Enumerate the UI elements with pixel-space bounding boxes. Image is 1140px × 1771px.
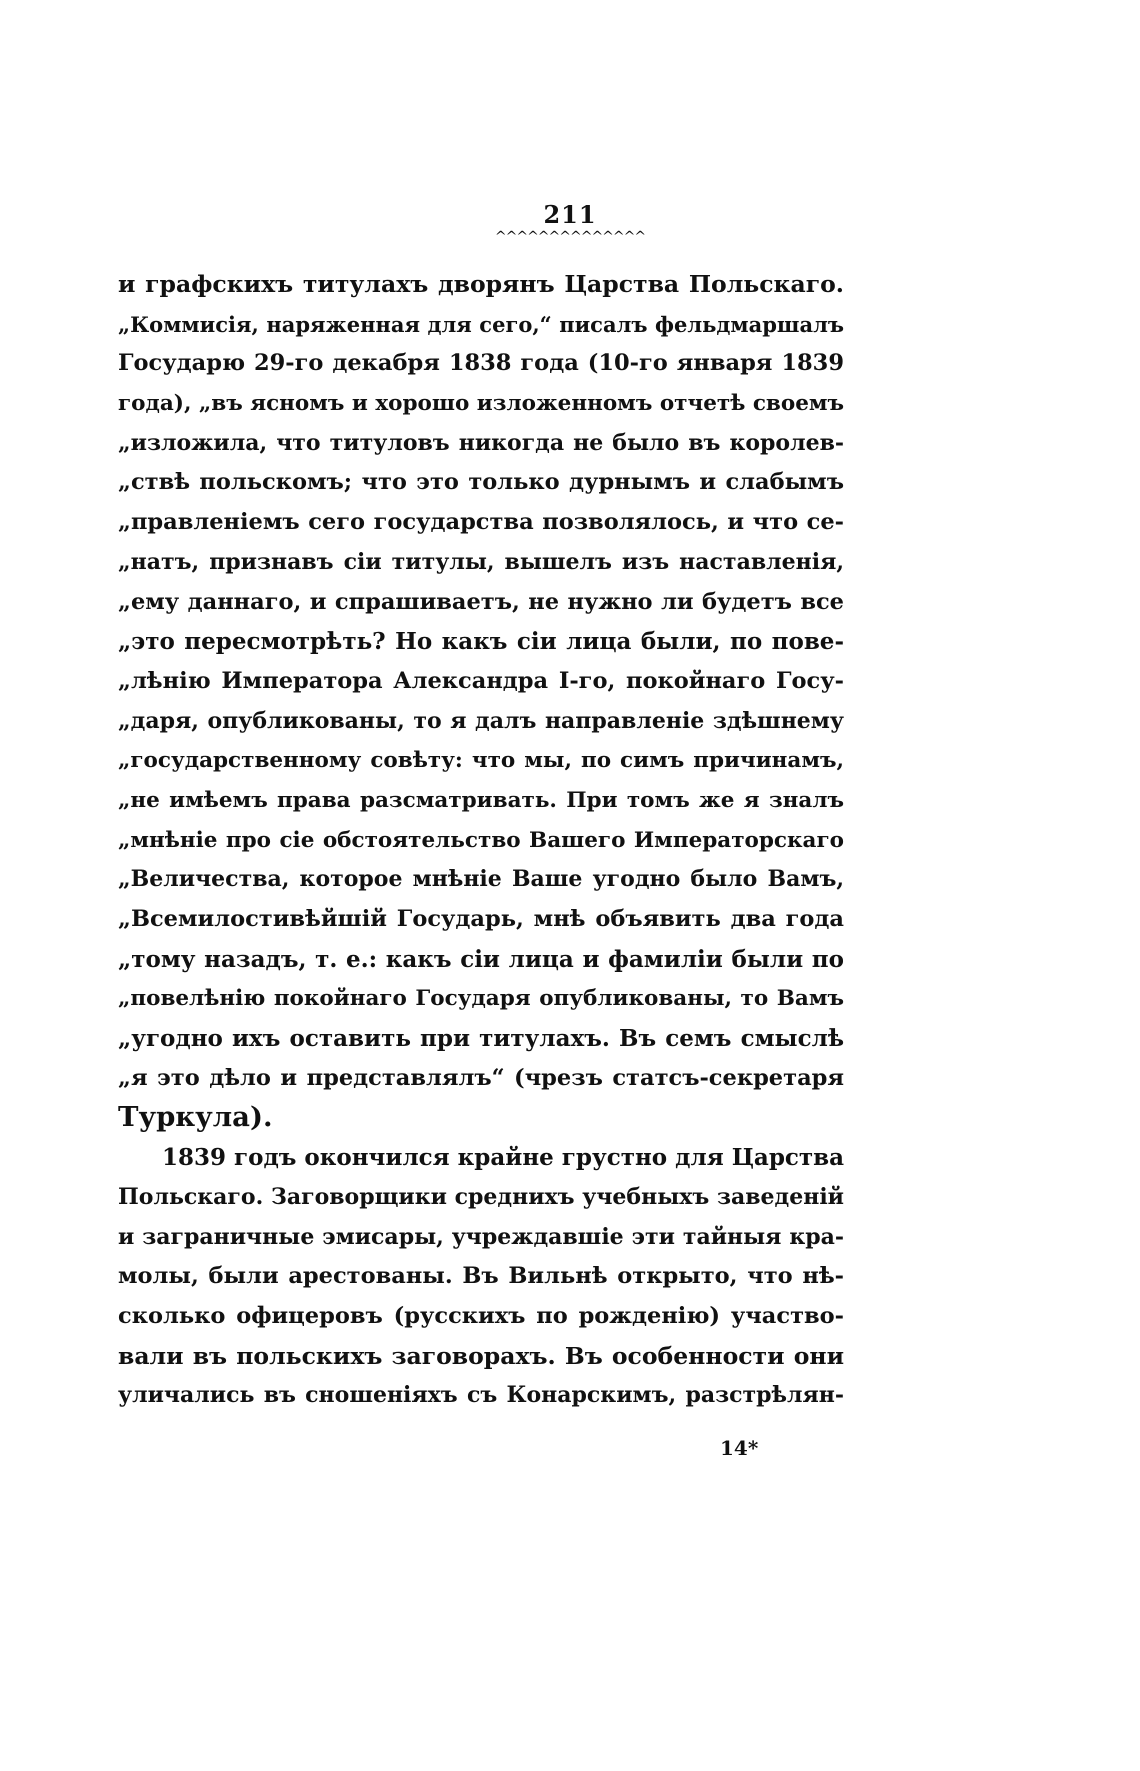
text-line: „это пересмотрѣть? Но какъ сіи лица были, по пове- bbox=[118, 628, 844, 656]
page-number: 211 bbox=[543, 200, 597, 229]
body-text bbox=[118, 265, 844, 1416]
text-line: „ствѣ польскомъ; что это только дурнымъ и слабымъ bbox=[118, 469, 844, 496]
text-line: 1839 годъ окончился крайне грустно для Царства bbox=[162, 1144, 844, 1172]
text-line: „мнѣніе про сіе обстоятельство Вашего Императорскаго bbox=[118, 827, 844, 853]
text-line: Туркула). bbox=[118, 1101, 273, 1134]
text-line: „лѣнію Императора Александра I-го, покойнаго Госу- bbox=[118, 667, 844, 694]
text-line: „натъ, признавъ сіи титулы, вышелъ изъ наставленія, bbox=[118, 548, 844, 575]
text-line: Польскаго. Заговорщики среднихъ учебныхъ заведеній bbox=[118, 1183, 844, 1210]
text-line: „не имѣемъ права разсматривать. При томъ же я зналъ bbox=[118, 787, 844, 813]
text-line: и графскихъ титулахъ дворянъ Царства Польскаго. bbox=[118, 270, 844, 298]
text-line: Государю 29-го декабря 1838 года (10-го января 1839 bbox=[118, 350, 844, 377]
text-line: сколько офицеровъ (русскихъ по рожденію) участво- bbox=[118, 1302, 844, 1329]
text-line: „тому назадъ, т. е.: какъ сіи лица и фамиліи были по bbox=[118, 945, 844, 973]
text-line: „ему даннаго, и спрашиваетъ, не нужно ли будетъ все bbox=[118, 588, 844, 615]
text-line: „угодно ихъ оставить при титулахъ. Въ семъ смыслѣ bbox=[118, 1025, 844, 1053]
text-line: „изложила, что титуловъ никогда не было въ королев- bbox=[118, 429, 844, 456]
text-line: уличались въ сношеніяхъ съ Конарскимъ, разстрѣлян- bbox=[118, 1382, 844, 1409]
text-line: вали въ польскихъ заговорахъ. Въ особенности они bbox=[118, 1341, 844, 1370]
text-line: „даря, опубликованы, то я далъ направленіе здѣшнему bbox=[118, 707, 844, 734]
text-line: „правленіемъ сего государства позволялось, и что се- bbox=[118, 509, 844, 536]
text-line: „государственному совѣту: что мы, по симъ причинамъ, bbox=[118, 748, 844, 774]
text-line: „Коммисія, наряженная для сего,“ писалъ фельдмаршалъ bbox=[118, 311, 844, 337]
signature-mark: 14* bbox=[720, 1436, 759, 1460]
text-line: „Всемилостивѣйшій Государь, мнѣ объявить два года bbox=[118, 906, 844, 932]
page-number-ornament: ^^^^^^^^^^^^^^ bbox=[494, 229, 646, 245]
text-line: молы, были арестованы. Въ Вильнѣ открыто, что нѣ- bbox=[118, 1263, 844, 1290]
text-line: „повелѣнію покойнаго Государя опубликованы, то Вамъ bbox=[118, 986, 844, 1012]
text-line: года), „въ ясномъ и хорошо изложенномъ отчетѣ своемъ bbox=[118, 391, 844, 417]
text-line: „Величества, которое мнѣніе Ваше угодно было Вамъ, bbox=[118, 866, 844, 893]
text-line: „я это дѣло и представлялъ“ (чрезъ статсъ-секретаря bbox=[118, 1064, 844, 1091]
text-line: и заграничные эмисары, учреждавшіе эти тайныя кра- bbox=[118, 1223, 844, 1250]
